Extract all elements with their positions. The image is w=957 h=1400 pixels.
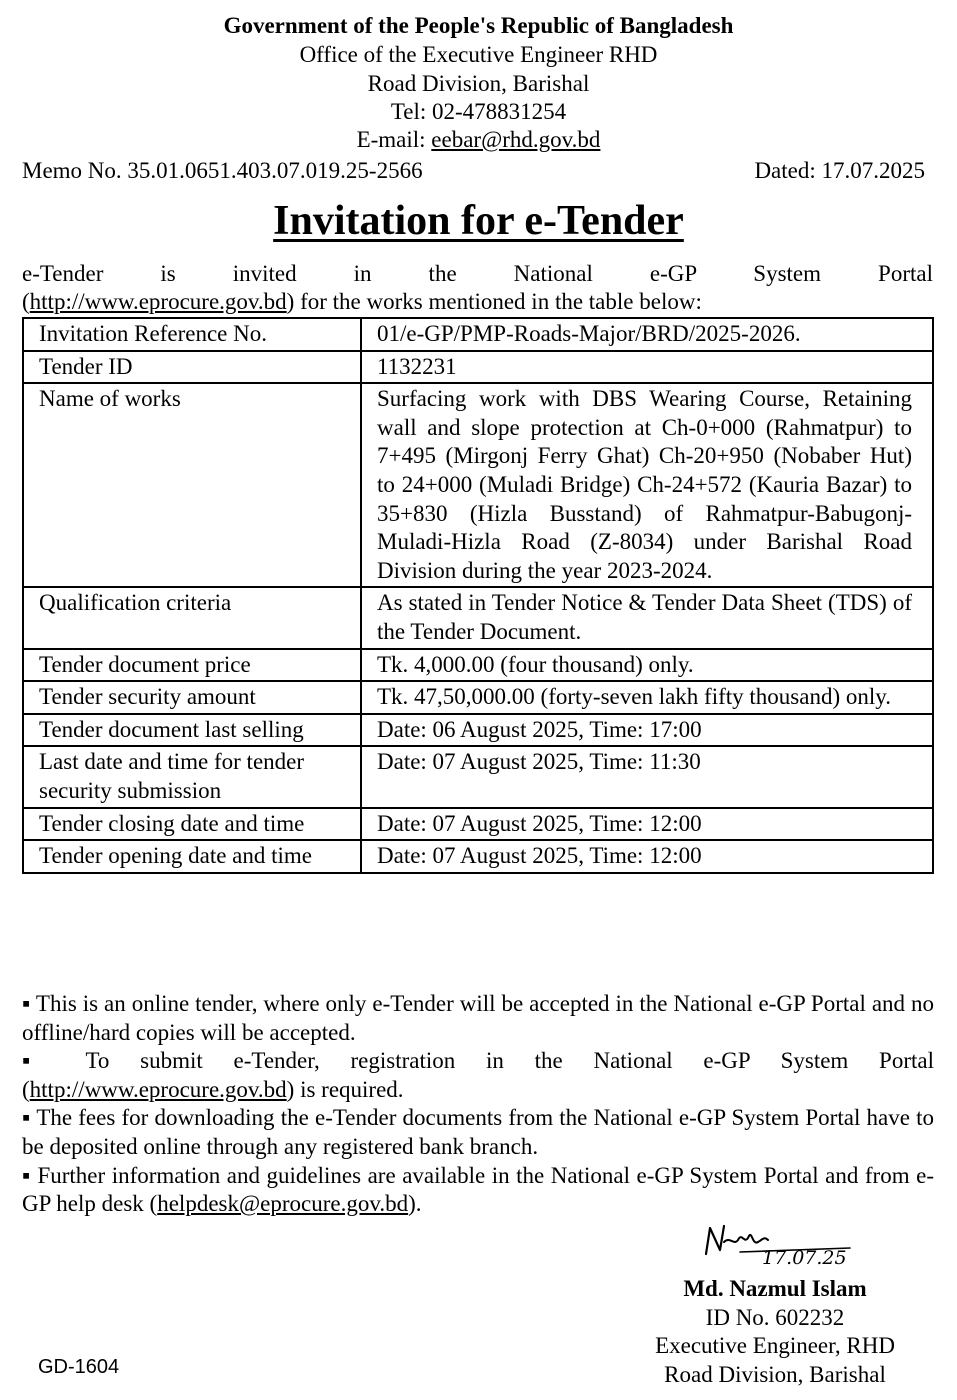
office-name: Office of the Executive Engineer RHD xyxy=(299,42,658,67)
email-label: E-mail: xyxy=(356,127,432,152)
table-row xyxy=(23,383,933,587)
row-label: Tender closing date and time xyxy=(23,808,361,841)
row-value: 1132231 xyxy=(361,351,933,384)
intro-paragraph xyxy=(22,260,933,316)
row-label: Tender ID xyxy=(23,351,361,384)
row-value: Date: 07 August 2025, Time: 11:30 xyxy=(361,746,933,807)
intro-line-1: e-Tender is invited in the National e-GP System Portal xyxy=(22,261,933,286)
table-row xyxy=(23,808,933,841)
row-value: 01/e-GP/PMP-Roads-Major/BRD/2025-2026. xyxy=(361,318,933,351)
handwritten-signature xyxy=(700,1218,860,1270)
notes-section xyxy=(22,990,934,1219)
row-label: Tender opening date and time xyxy=(23,840,361,873)
intro-line-2 xyxy=(22,288,933,316)
note-online-tender: ▪ This is an online tender, where only e-Tender will be accepted in the National e-GP Portal and no offline/hard copies will be accepted. xyxy=(22,991,934,1045)
eprocure-link[interactable]: http://www.eprocure.gov.bd xyxy=(29,289,287,314)
row-value: Tk. 4,000.00 (four thousand) only. xyxy=(361,649,933,682)
signatory-id: ID No. 602232 xyxy=(705,1304,845,1330)
row-label: Tender document last selling xyxy=(23,714,361,747)
note-registration-line-1: ▪ To submit e-Tender, registration in the National e-GP System Portal xyxy=(22,1048,934,1074)
table-row xyxy=(23,840,933,873)
table-row xyxy=(23,351,933,384)
row-label: Tender security amount xyxy=(23,681,361,714)
intro-paren: ( xyxy=(22,289,30,314)
row-value: Date: 06 August 2025, Time: 17:00 xyxy=(361,714,933,747)
memo-date: Dated: 17.07.2025 xyxy=(754,158,925,183)
note-helpdesk-end: ). xyxy=(408,1191,422,1217)
email-link[interactable]: eebar@rhd.gov.bd xyxy=(431,127,601,152)
note-helpdesk-text: ▪ Further information and guidelines are available in the National e-GP System Portal and from e-GP help desk ( xyxy=(22,1162,934,1217)
row-label: Last date and time for tender security submission xyxy=(23,746,361,807)
signatory-name: Md. Nazmul Islam xyxy=(683,1276,867,1301)
gd-code: GD-1604 xyxy=(38,1356,120,1378)
row-label: Name of works xyxy=(23,383,361,587)
row-value: Date: 07 August 2025, Time: 12:00 xyxy=(361,808,933,841)
note-fees: ▪ The fees for downloading the e-Tender documents from the National e-GP System Portal have to be deposited online through any registered bank branch. xyxy=(22,1105,934,1159)
table-row xyxy=(23,746,933,807)
table-row xyxy=(23,714,933,747)
note-paren: ( xyxy=(22,1076,30,1102)
telephone: Tel: 02-478831254 xyxy=(390,99,567,124)
row-value: As stated in Tender Notice & Tender Data Sheet (TDS) of the Tender Document. xyxy=(361,587,933,648)
email-line xyxy=(0,126,957,154)
table-row xyxy=(23,587,933,648)
svg-text:17.07.25: 17.07.25 xyxy=(762,1247,847,1269)
signatory-block xyxy=(620,1275,930,1389)
note-registration-rest: ) is required. xyxy=(286,1076,404,1102)
helpdesk-email-link[interactable]: helpdesk@eprocure.gov.bd xyxy=(157,1191,409,1217)
table-row xyxy=(23,318,933,351)
notice-title: Invitation for e-Tender xyxy=(273,198,684,244)
row-label: Qualification criteria xyxy=(23,587,361,648)
row-value: Date: 07 August 2025, Time: 12:00 xyxy=(361,840,933,873)
row-value: Surfacing work with DBS Wearing Course, Retaining wall and slope protection at Ch-0+000 (Rahmatpur) to 7+495 (Mirgonj Ferry Ghat) Ch-20+950 (Nobaber Hut) to 24+000 (Muladi Bridge) Ch-24+572 (Kauria Bazar) to 35+830 (Hizla Busstand) of Rahmatpur-Babugonj-Muladi-Hizla Road (Z-8034) under Barishal Road Division during the year 2023-2024. xyxy=(361,383,933,587)
row-label: Tender document price xyxy=(23,649,361,682)
note-helpdesk xyxy=(22,1162,934,1219)
government-heading: Government of the People's Republic of Bangladesh xyxy=(223,13,734,38)
memo-number: Memo No. 35.01.0651.403.07.019.25-2566 xyxy=(22,158,423,183)
signatory-designation: Executive Engineer, RHD xyxy=(655,1333,895,1359)
division-name: Road Division, Barishal xyxy=(367,71,590,96)
intro-rest: ) for the works mentioned in the table below: xyxy=(286,289,702,314)
row-value: Tk. 47,50,000.00 (forty-seven lakh fifty thousand) only. xyxy=(361,681,933,714)
eprocure-link-2[interactable]: http://www.eprocure.gov.bd xyxy=(29,1076,287,1102)
row-label: Invitation Reference No. xyxy=(23,318,361,351)
table-row xyxy=(23,649,933,682)
tender-details-table xyxy=(22,317,934,874)
table-row xyxy=(23,681,933,714)
note-registration-line-2 xyxy=(22,1076,934,1105)
signatory-office: Road Division, Barishal xyxy=(664,1361,886,1387)
